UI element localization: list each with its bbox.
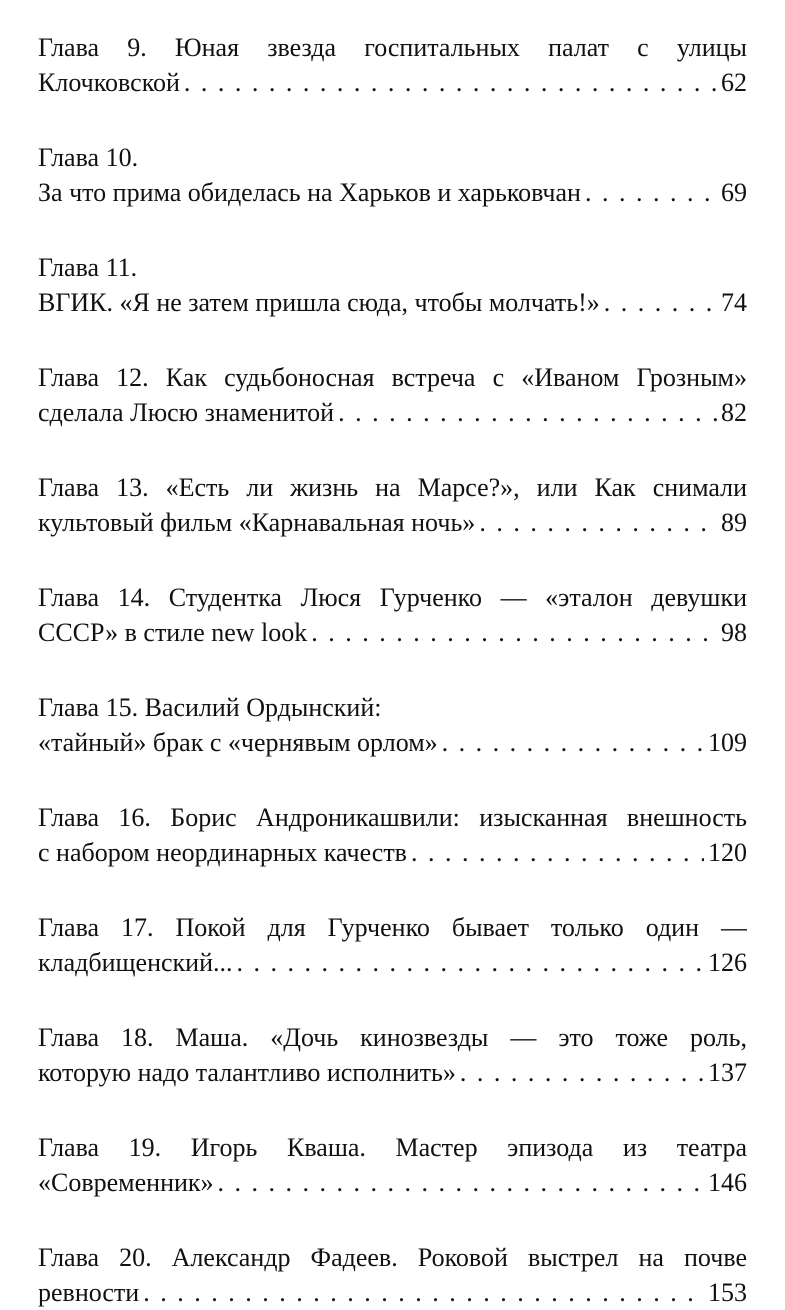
toc-entry [38,250,747,320]
chapter-title-last-line [38,395,747,430]
page-number: 89 [721,508,747,537]
chapter-title-last-line [38,945,747,980]
chapter-title-line-1: Глава 13. «Есть ли жизнь на Марсе?», или Как снимали [38,473,747,502]
chapter-title-line-2: «тайный» брак с «чернявым орлом» [38,728,438,757]
dot-leader [311,615,717,650]
chapter-title-last-line [38,285,747,320]
chapter-title-line-1: Глава 12. Как судьбоносная встреча с «Иваном Грозным» [38,363,747,392]
dot-leader [143,1275,704,1310]
dot-leader [585,175,717,210]
page-number: 82 [721,398,747,427]
dot-leader [479,505,717,540]
chapter-title-line-2: «Современник» [38,1168,214,1197]
toc-entry [38,580,747,650]
chapter-title-line-1: Глава 19. Игорь Кваша. Мастер эпизода из театра [38,1133,747,1162]
chapter-title-line-1: Глава 16. Борис Андроникашвили: изысканная внешность [38,803,747,832]
chapter-title-line-2: сделала Люсю знаменитой [38,398,335,427]
page-number: 69 [721,178,747,207]
chapter-title-line-1: Глава 18. Маша. «Дочь кинозвезды — это тоже роль, [38,1023,747,1052]
toc-entry [38,800,747,870]
page-number: 74 [721,288,747,317]
chapter-title-line-2: с набором неординарных качеств [38,838,407,867]
toc-entry [38,910,747,980]
chapter-title-last-line [38,175,747,210]
dot-leader [184,65,717,100]
chapter-title-last-line [38,615,747,650]
toc-entry [38,1240,747,1310]
chapter-title-last-line [38,1055,747,1090]
page-number: 153 [708,1278,747,1307]
chapter-title-line-2: СССР» в стиле new look [38,618,308,647]
chapter-title-line-2: культовый фильм «Карнавальная ночь» [38,508,476,537]
dot-leader [218,1165,704,1200]
chapter-title-last-line [38,1165,747,1200]
toc-entry [38,690,747,760]
page-number: 109 [708,728,747,757]
page-number: 62 [721,68,747,97]
page-number: 146 [708,1168,747,1197]
dot-leader [604,285,717,320]
chapter-title-last-line [38,725,747,760]
chapter-title-line-1: Глава 17. Покой для Гурченко бывает только один — [38,913,747,942]
page-number: 98 [721,618,747,647]
chapter-title-line-1: Глава 20. Александр Фадеев. Роковой выстрел на почве [38,1243,747,1272]
page-number: 137 [708,1058,747,1087]
chapter-title-line-1: Глава 11. [38,253,138,282]
dot-leader [338,395,717,430]
dot-leader [237,945,705,980]
toc-entry [38,1130,747,1200]
toc-entry [38,140,747,210]
chapter-title-line-1: Глава 10. [38,143,139,172]
table-of-contents [38,30,747,1310]
page-number: 126 [708,948,747,977]
dot-leader [411,835,704,870]
page-number: 120 [708,838,747,867]
chapter-title-line-1: Глава 9. Юная звезда госпитальных палат с улицы [38,33,747,62]
dot-leader [442,725,704,760]
chapter-title-line-2: ревности [38,1278,140,1307]
chapter-title-line-2: ВГИК. «Я не затем пришла сюда, чтобы молчать!» [38,288,600,317]
toc-entry [38,30,747,100]
toc-entry [38,470,747,540]
chapter-title-last-line [38,835,747,870]
chapter-title-line-2: За что прима обиделась на Харьков и харьковчан [38,178,581,207]
chapter-title-last-line [38,65,747,100]
toc-entry [38,360,747,430]
chapter-title-line-1: Глава 15. Василий Ордынский: [38,693,382,722]
dot-leader [460,1055,704,1090]
chapter-title-line-2: Клочковской [38,68,180,97]
chapter-title-last-line [38,1275,747,1310]
chapter-title-line-2: которую надо талантливо исполнить» [38,1058,456,1087]
chapter-title-last-line [38,505,747,540]
chapter-title-line-1: Глава 14. Студентка Люся Гурченко — «эталон девушки [38,583,747,612]
toc-entry [38,1020,747,1090]
chapter-title-line-2: кладбищенский... [38,948,233,977]
